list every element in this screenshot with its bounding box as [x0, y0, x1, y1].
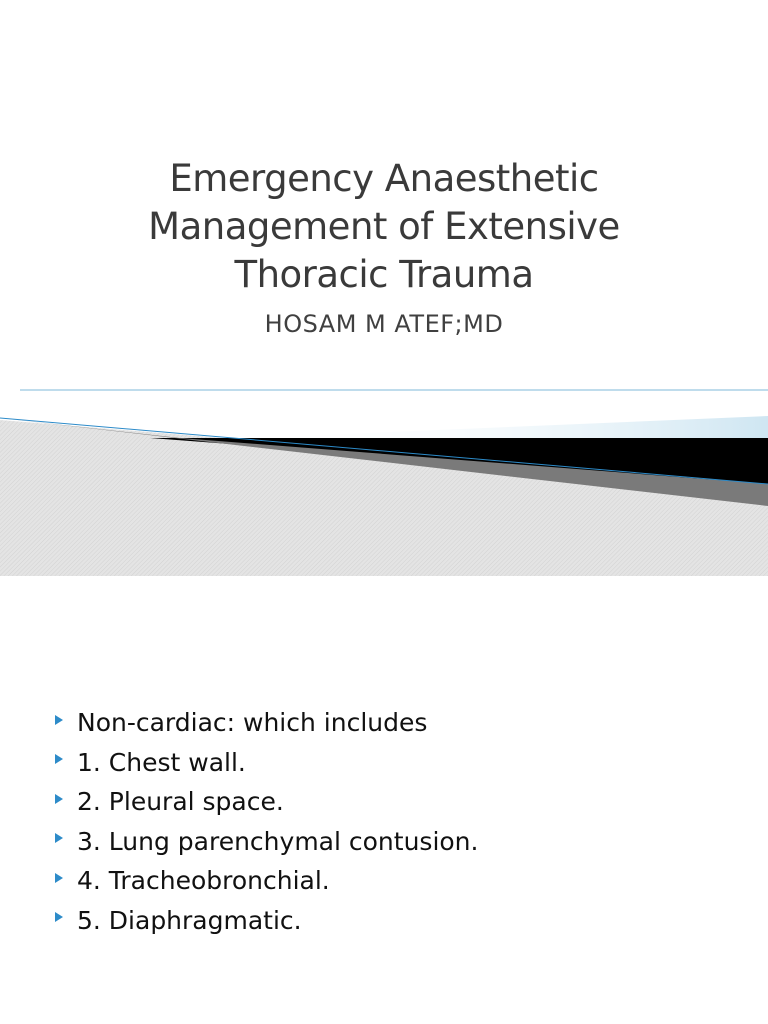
bullet-arrow-icon — [55, 912, 63, 922]
list-item — [55, 861, 478, 901]
list-item — [55, 901, 478, 941]
bullet-text: 3. Lung parenchymal contusion. — [77, 826, 479, 856]
slide-title — [0, 155, 768, 299]
list-item — [55, 822, 478, 862]
title-line-3: Thoracic Trauma — [234, 253, 534, 296]
list-item — [55, 743, 478, 783]
decorative-band — [0, 380, 768, 580]
bullet-arrow-icon — [55, 794, 63, 804]
bullet-arrow-icon — [55, 873, 63, 883]
title-line-1: Emergency Anaesthetic — [169, 157, 599, 200]
bullet-arrow-icon — [55, 754, 63, 764]
bullet-text: 5. Diaphragmatic. — [77, 905, 302, 935]
light-blue-wedge — [250, 416, 768, 438]
list-item — [55, 782, 478, 822]
bullet-list — [55, 703, 478, 940]
bullet-text: 1. Chest wall. — [77, 747, 246, 777]
title-line-2: Management of Extensive — [148, 205, 620, 248]
bullet-arrow-icon — [55, 833, 63, 843]
bullet-text: Non-cardiac: which includes — [77, 708, 428, 738]
bullet-text: 4. Tracheobronchial. — [77, 866, 330, 896]
author-subtitle: HOSAM M ATEF;MD — [264, 310, 504, 338]
bullet-arrow-icon — [55, 715, 63, 725]
title-block — [0, 155, 768, 339]
bullet-text: 2. Pleural space. — [77, 787, 284, 817]
list-item — [55, 703, 478, 743]
